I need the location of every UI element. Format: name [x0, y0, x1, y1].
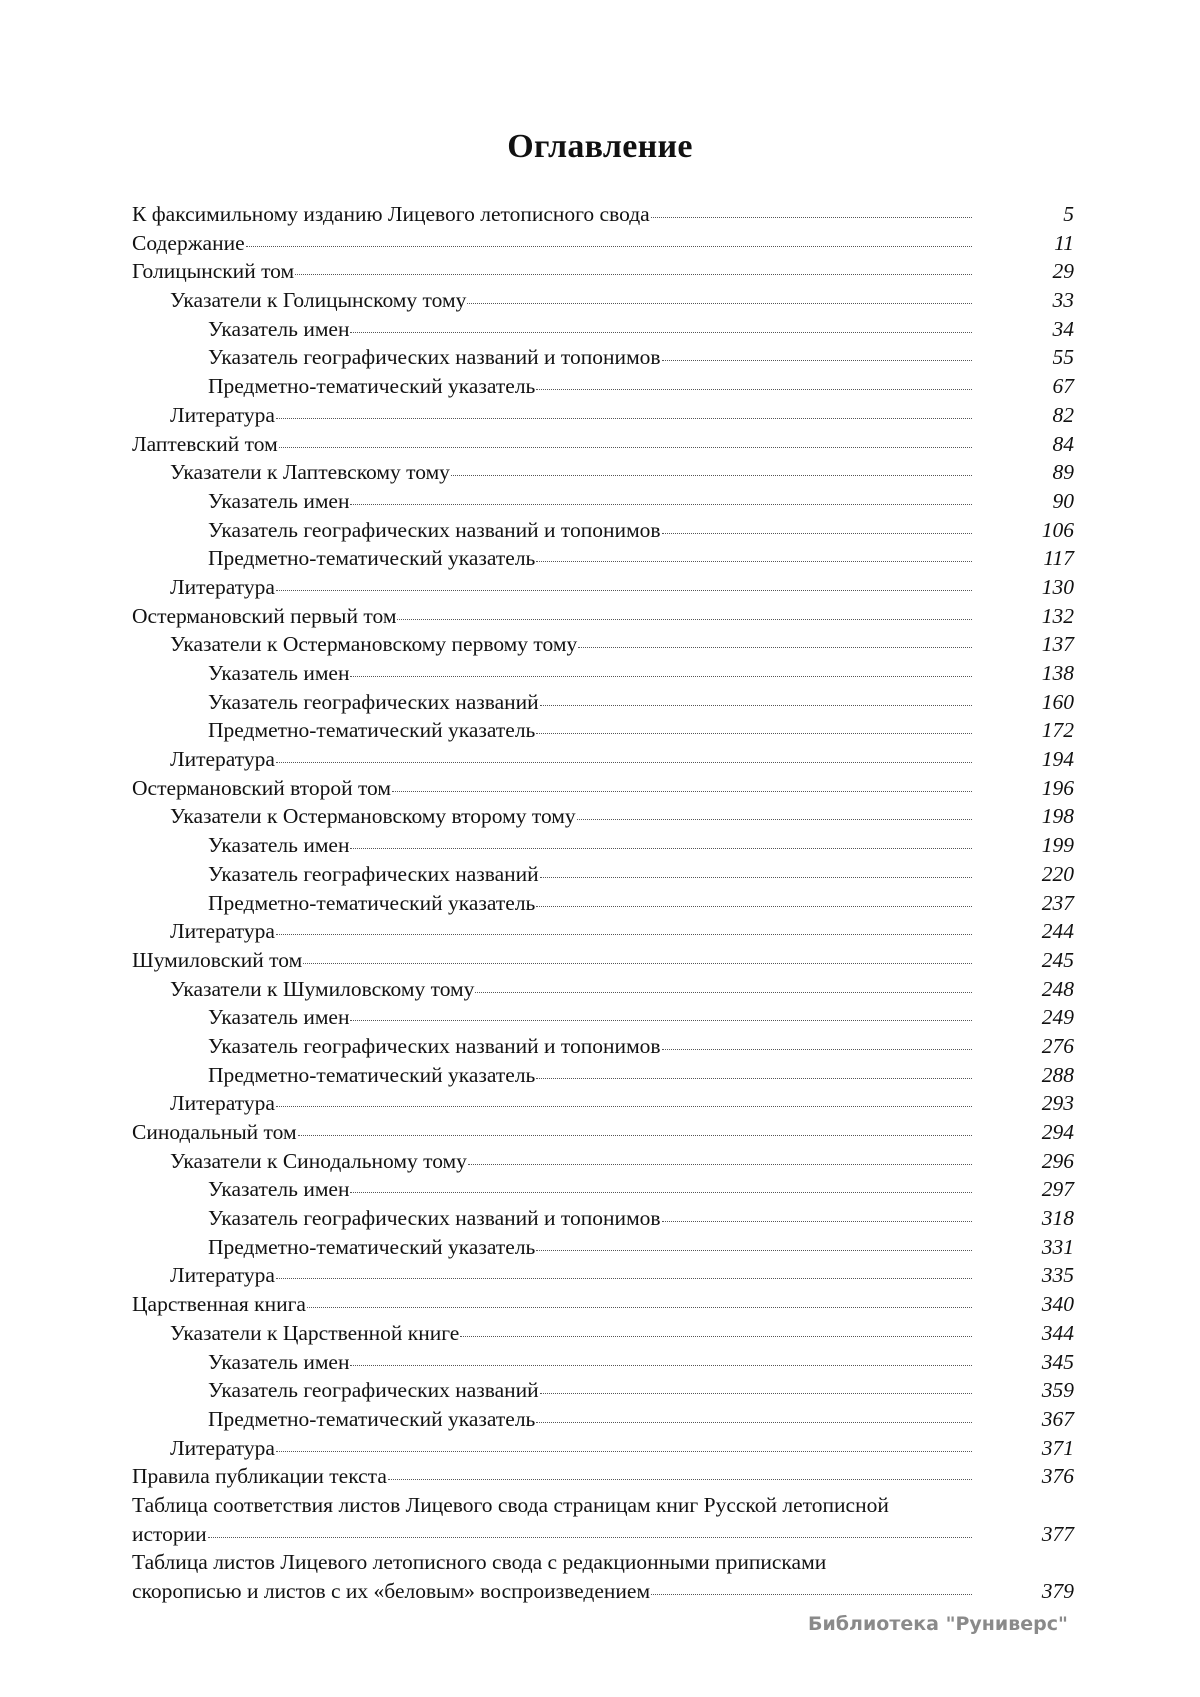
toc-entry-page: 138 [1041, 661, 1074, 685]
toc-entry-title: Литература [170, 919, 275, 944]
toc-entry-page: 196 [1041, 775, 1074, 800]
toc-entry[interactable] [132, 573, 1082, 602]
dot-leader [536, 1078, 972, 1079]
dot-leader [467, 303, 972, 304]
toc-entry-title: Предметно-тематический указатель [208, 374, 536, 399]
toc-entry-title: Остермановский первый том [132, 603, 397, 628]
toc-entry-title: Предметно-тематический указатель [208, 718, 536, 743]
toc-entry-title: Указатель имен [208, 661, 350, 685]
dot-leader [276, 418, 972, 419]
toc-entry-title-line1: Таблица соответствия листов Лицевого свода страницам книг Русской летописной [132, 1492, 889, 1517]
toc-entry[interactable] [132, 630, 1082, 659]
toc-entry[interactable] [132, 946, 1082, 975]
toc-entry-page: 84 [1052, 431, 1074, 456]
dot-leader [276, 1451, 972, 1452]
toc-entry[interactable] [132, 1548, 1082, 1605]
toc-entry[interactable] [132, 602, 1082, 631]
toc-entry[interactable] [132, 487, 1082, 516]
toc-entry-title: Указатели к Остермановскому первому тому [170, 632, 578, 657]
dot-leader [536, 1422, 972, 1423]
toc-entry-page: 132 [1041, 603, 1074, 628]
table-of-contents [132, 200, 1082, 1606]
toc-entry-page: 29 [1052, 259, 1074, 284]
toc-entry-page: 249 [1041, 1005, 1074, 1030]
dot-leader [536, 1250, 972, 1251]
dot-leader [392, 791, 972, 792]
toc-entry-page: 377 [1041, 1521, 1074, 1546]
toc-entry[interactable] [132, 257, 1082, 286]
toc-entry-title: Предметно-тематический указатель [208, 1406, 536, 1431]
toc-entry-title: Предметно-тематический указатель [208, 890, 536, 915]
toc-entry-title: Литература [170, 1091, 275, 1116]
toc-entry-page: 106 [1041, 517, 1074, 542]
toc-entry[interactable] [132, 659, 1082, 688]
toc-entry-page: 376 [1041, 1464, 1074, 1489]
dot-leader [350, 676, 972, 677]
toc-entry-page: 160 [1041, 689, 1074, 714]
dot-leader [651, 217, 972, 218]
dot-leader [468, 1164, 972, 1165]
toc-entry[interactable] [132, 889, 1082, 918]
dot-leader [662, 1221, 972, 1222]
toc-entry-page: 340 [1041, 1292, 1074, 1317]
toc-entry-title: Шумиловский том [132, 947, 303, 972]
toc-entry-page: 130 [1041, 574, 1074, 599]
toc-entry-title: Указатели к Лаптевскому тому [170, 460, 450, 485]
toc-entry[interactable] [132, 1175, 1082, 1204]
toc-entry-title: Голицынский том [132, 259, 295, 284]
toc-entry[interactable] [132, 860, 1082, 889]
toc-entry-page: 331 [1041, 1234, 1074, 1259]
dot-leader [298, 1135, 972, 1136]
toc-entry[interactable] [132, 1003, 1082, 1032]
dot-leader [662, 360, 972, 361]
toc-entry[interactable] [132, 716, 1082, 745]
toc-entry-page: 248 [1041, 976, 1074, 1001]
toc-entry-page: 367 [1041, 1406, 1074, 1431]
toc-entry-page: 5 [1063, 202, 1074, 226]
toc-entry[interactable] [132, 1032, 1082, 1061]
toc-entry-title: Указатель географических названий и топонимов [208, 1206, 661, 1231]
toc-entry-title: Литература [170, 402, 275, 427]
toc-entry-title: Лаптевский том [132, 431, 278, 456]
toc-entry[interactable] [132, 1319, 1082, 1348]
dot-leader [460, 1336, 972, 1337]
toc-entry-page: 82 [1052, 402, 1074, 427]
toc-entry[interactable] [132, 1348, 1082, 1377]
page-title: Оглавление [507, 128, 693, 165]
toc-entry-title: Указатель географических названий и топонимов [208, 345, 661, 370]
dot-leader [536, 906, 972, 907]
toc-entry-title: Правила публикации текста [132, 1464, 387, 1489]
toc-entry[interactable] [132, 745, 1082, 774]
toc-entry[interactable] [132, 1233, 1082, 1262]
dot-leader [662, 533, 972, 534]
toc-entry[interactable] [132, 774, 1082, 803]
toc-entry[interactable] [132, 1376, 1082, 1405]
dot-leader [276, 1106, 972, 1107]
dot-leader [208, 1537, 972, 1538]
toc-entry-title: Указатель географических названий [208, 1378, 539, 1403]
toc-entry-title: Синодальный том [132, 1120, 297, 1144]
toc-entry-title: Предметно-тематический указатель [208, 1062, 536, 1087]
toc-entry-page: 237 [1041, 890, 1074, 915]
toc-entry-title: Указатель имен [208, 1005, 350, 1030]
dot-leader [276, 762, 972, 763]
toc-entry-title: Указатель имен [208, 833, 350, 858]
dot-leader [350, 1365, 972, 1366]
toc-entry-title: Литература [170, 574, 275, 599]
toc-entry-page: 359 [1041, 1378, 1074, 1403]
toc-entry-page: 11 [1054, 230, 1074, 255]
dot-leader [350, 332, 972, 333]
toc-entry-page: 293 [1041, 1091, 1074, 1116]
toc-entry[interactable] [132, 200, 1082, 229]
dot-leader [662, 1049, 972, 1050]
toc-entry-page: 297 [1041, 1177, 1074, 1202]
toc-entry[interactable] [132, 430, 1082, 459]
toc-entry-title: Содержание [132, 230, 245, 255]
toc-entry-page: 245 [1041, 947, 1074, 972]
toc-entry[interactable] [132, 401, 1082, 430]
toc-entry-page: 288 [1041, 1062, 1074, 1087]
toc-entry-title: Предметно-тематический указатель [208, 546, 536, 571]
dot-leader [397, 619, 972, 620]
toc-entry-page: 172 [1041, 718, 1074, 743]
toc-entry[interactable] [132, 1491, 1082, 1548]
toc-entry-title: Указатель имен [208, 316, 350, 341]
toc-entry-title: Литература [170, 747, 275, 772]
toc-entry-page: 344 [1041, 1320, 1074, 1345]
toc-entry-title: Царственная книга [132, 1292, 306, 1317]
toc-entry[interactable] [132, 831, 1082, 860]
toc-entry-title: Остермановский второй том [132, 775, 392, 800]
toc-entry[interactable] [132, 975, 1082, 1004]
toc-entry[interactable] [132, 516, 1082, 545]
dot-leader [578, 647, 972, 648]
toc-entry-page: 89 [1052, 460, 1074, 485]
dot-leader [475, 992, 972, 993]
toc-entry[interactable] [132, 1405, 1082, 1434]
toc-entry-title: Предметно-тематический указатель [208, 1234, 536, 1259]
dot-leader [451, 475, 972, 476]
toc-entry[interactable] [132, 1434, 1082, 1463]
dot-leader [350, 1020, 972, 1021]
dot-leader [276, 590, 972, 591]
toc-entry-page: 276 [1041, 1033, 1074, 1058]
toc-entry-page: 67 [1052, 374, 1074, 399]
toc-entry[interactable] [132, 1147, 1082, 1176]
toc-entry-title: Указатель географических названий [208, 861, 539, 886]
toc-entry-title: Указатели к Шумиловскому тому [170, 976, 475, 1001]
toc-entry-page: 379 [1041, 1579, 1074, 1603]
toc-entry-page: 199 [1041, 833, 1074, 858]
toc-entry[interactable] [132, 1261, 1082, 1290]
dot-leader [295, 274, 972, 275]
toc-entry[interactable] [132, 372, 1082, 401]
dot-leader [651, 1594, 972, 1595]
toc-entry[interactable] [132, 1061, 1082, 1090]
toc-entry-title-line2: истории [132, 1521, 207, 1546]
dot-leader [246, 246, 972, 247]
toc-entry-page: 90 [1052, 488, 1074, 513]
toc-entry-title: Указатели к Синодальному тому [170, 1148, 467, 1173]
toc-entry-page: 335 [1041, 1263, 1074, 1288]
toc-entry-title: Указатели к Голицынскому тому [170, 288, 467, 313]
toc-entry-page: 34 [1052, 316, 1074, 341]
toc-entry-page: 194 [1041, 747, 1074, 772]
toc-entry-title: Указатель имен [208, 488, 350, 513]
dot-leader [536, 389, 972, 390]
toc-entry[interactable] [132, 688, 1082, 717]
dot-leader [276, 934, 972, 935]
dot-leader [350, 1192, 972, 1193]
toc-entry[interactable] [132, 1462, 1082, 1491]
toc-entry-title: Указатель имен [208, 1349, 350, 1374]
dot-leader [540, 705, 972, 706]
toc-entry[interactable] [132, 286, 1082, 315]
toc-entry-title: Указатели к Остермановскому второму тому [170, 804, 576, 829]
toc-entry-page: 318 [1041, 1206, 1074, 1231]
toc-entry[interactable] [132, 1204, 1082, 1233]
toc-entry[interactable] [132, 343, 1082, 372]
toc-entry-title: Литература [170, 1263, 275, 1288]
library-watermark: Библиотека "Руниверс" [808, 1613, 1068, 1635]
toc-entry-title-line1: Таблица листов Лицевого летописного свода с редакционными приписками [132, 1550, 827, 1575]
toc-entry[interactable] [132, 1118, 1082, 1147]
toc-entry-title: Указатель имен [208, 1177, 350, 1202]
dot-leader [350, 848, 972, 849]
toc-entry-page: 294 [1041, 1120, 1074, 1144]
dot-leader [303, 963, 972, 964]
dot-leader [540, 1393, 972, 1394]
dot-leader [540, 877, 972, 878]
toc-entry-title: Указатель географических названий и топонимов [208, 517, 661, 542]
toc-entry-page: 244 [1041, 919, 1074, 944]
toc-entry-page: 33 [1052, 288, 1074, 313]
toc-entry[interactable] [132, 802, 1082, 831]
toc-entry-page: 371 [1041, 1435, 1074, 1460]
toc-entry-title: К факсимильному изданию Лицевого летописного свода [132, 202, 650, 226]
toc-entry[interactable] [132, 917, 1082, 946]
dot-leader [577, 819, 972, 820]
dot-leader [536, 733, 972, 734]
toc-entry-title: Указатели к Царственной книге [170, 1320, 460, 1345]
toc-entry-page: 345 [1041, 1349, 1074, 1374]
toc-entry-page: 220 [1041, 861, 1074, 886]
toc-list [132, 200, 1082, 1491]
toc-entry-page: 198 [1041, 804, 1074, 829]
dot-leader [307, 1307, 972, 1308]
dot-leader [388, 1479, 972, 1480]
toc-entry-title: Литература [170, 1435, 275, 1460]
toc-entry-page: 55 [1052, 345, 1074, 370]
dot-leader [536, 561, 972, 562]
toc-entry[interactable] [132, 229, 1082, 258]
toc-entry[interactable] [132, 1290, 1082, 1319]
toc-entry-page: 117 [1043, 546, 1074, 571]
toc-entry[interactable] [132, 315, 1082, 344]
dot-leader [276, 1278, 972, 1279]
toc-entry[interactable] [132, 1089, 1082, 1118]
toc-entry-title: Указатель географических названий и топонимов [208, 1033, 661, 1058]
toc-entry-page: 137 [1041, 632, 1074, 657]
toc-entry[interactable] [132, 458, 1082, 487]
toc-entry-title-line2: скорописью и листов с их «беловым» воспроизведением [132, 1579, 651, 1603]
dot-leader [350, 504, 972, 505]
toc-entry-title: Указатель географических названий [208, 689, 539, 714]
toc-entry[interactable] [132, 544, 1082, 573]
dot-leader [279, 447, 972, 448]
toc-entry-page: 296 [1041, 1148, 1074, 1173]
